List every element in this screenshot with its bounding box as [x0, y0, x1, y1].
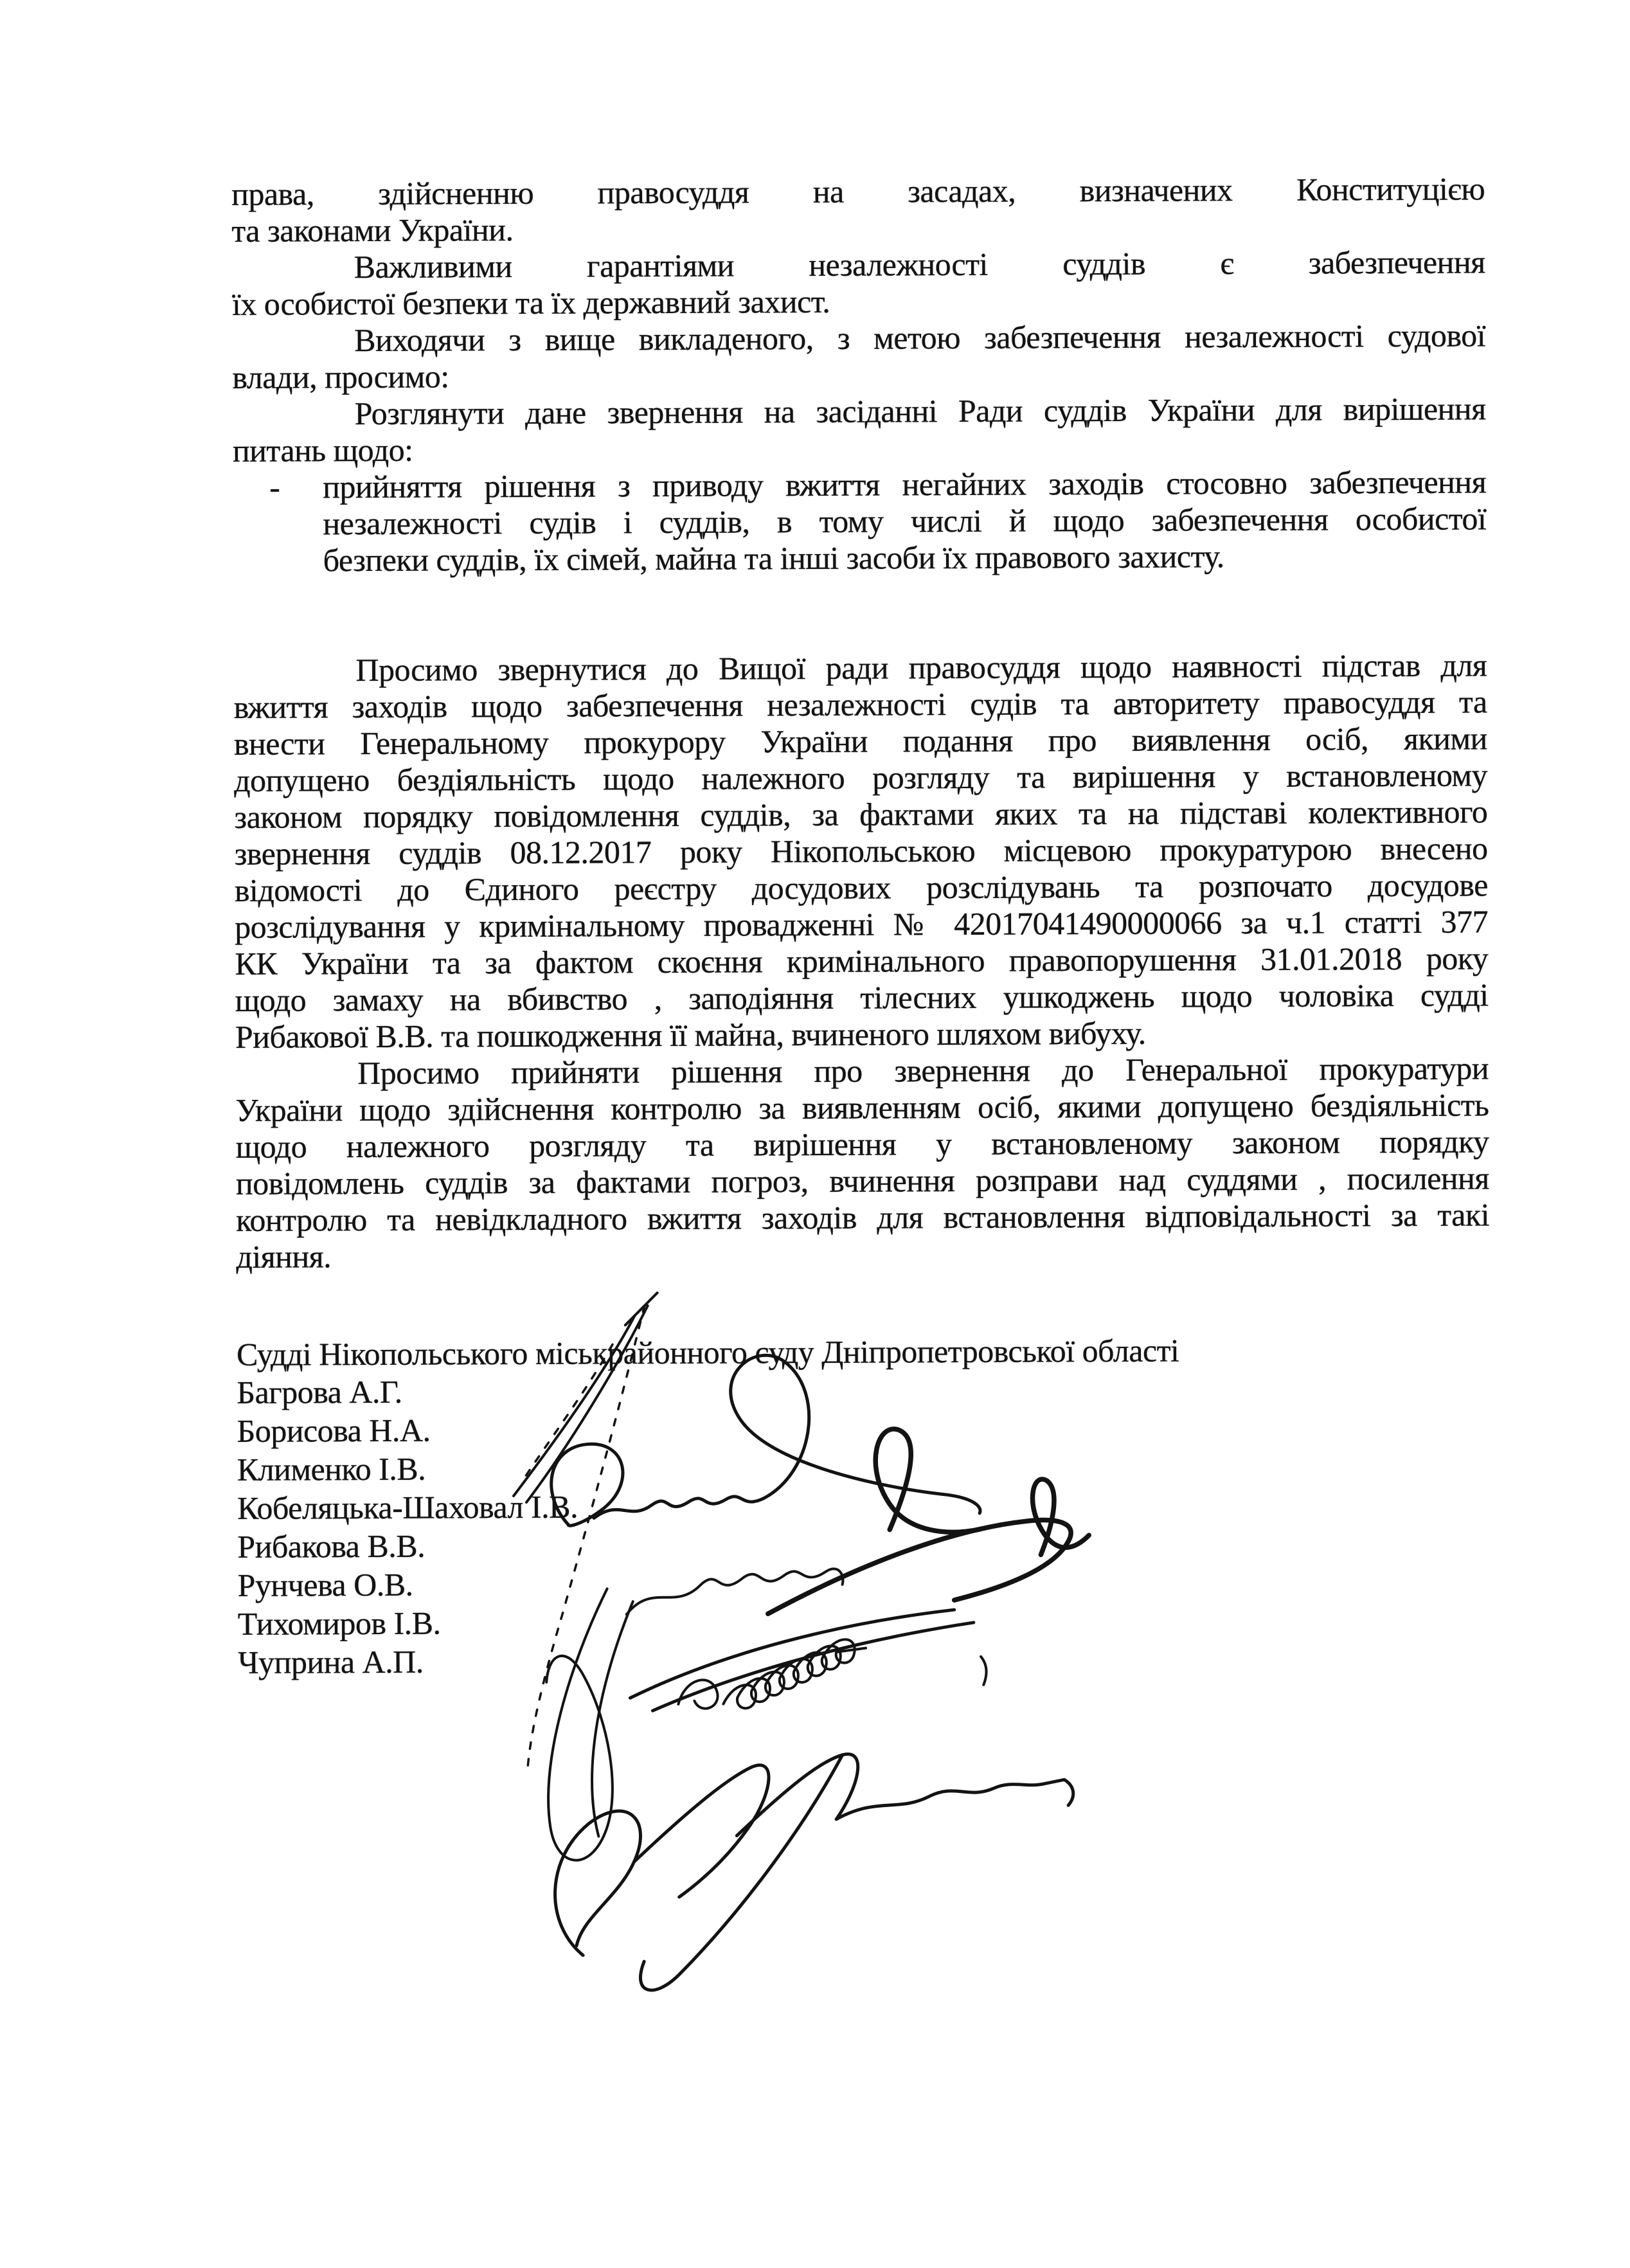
text-line: контролю та невідкладного вжиття заходів для встановлення відповідальності за такі [235, 1196, 1490, 1238]
text-line: питань щодо: [232, 431, 413, 469]
text-line: законом порядку повідомлення суддів, за фактами яких та на підставі колективного [234, 793, 1488, 835]
letter-body [231, 170, 1491, 1681]
text-line: влади, просимо: [232, 358, 449, 395]
paragraph-3 [232, 317, 1485, 396]
paragraph-1 [231, 170, 1485, 249]
signatory-name: Рибакова В.В. [237, 1527, 425, 1565]
signature-stroke [737, 1754, 858, 1836]
signature-stroke [836, 1779, 1073, 1819]
signature-stroke [678, 1680, 717, 1709]
signatory-name: Борисова Н.А. [237, 1412, 431, 1449]
dash-bullet-marker: - [269, 469, 280, 505]
text-line: Виходячи з вище викладеного, з метою забезпечення незалежності судової [354, 317, 1486, 359]
text-line: повідомлень суддів за фактами погроз, вчинення розправи над суддями , посилення [235, 1160, 1489, 1202]
text-line: Розглянути дане звернення на засіданні Ради суддів України для вирішення [354, 390, 1486, 432]
signatory-name: Чуприна А.П. [237, 1643, 424, 1680]
signatory-name: Багрова А.Г. [237, 1373, 402, 1410]
signature-stroke [640, 1755, 843, 1990]
paragraph-2 [232, 244, 1485, 323]
paragraph-4 [233, 390, 1486, 469]
text-line: Рибакової В.В. та пошкодження її майна, вчиненого шляхом вибуху. [235, 1014, 1146, 1055]
signatories-list [237, 1367, 1491, 1682]
signatory-name: Клименко І.В. [237, 1450, 426, 1488]
text-line: звернення суддів 08.12.2017 року Нікопольською місцевою прокуратурою внесено [234, 830, 1488, 872]
signature-stroke [555, 1811, 641, 1956]
paragraph-6 [235, 1050, 1489, 1275]
text-line: та законами України. [231, 212, 514, 249]
text-line: Просимо звернутися до Вищої ради правосуддя щодо наявності підстав для [355, 647, 1487, 688]
signatory-name: Кобеляцька-Шаховал І.В. [237, 1488, 578, 1526]
text-line: прийняття рішення з приводу вжиття негайних заходів стосовно забезпечення [323, 464, 1487, 505]
signatory-name: Тихомиров І.В. [237, 1605, 441, 1642]
signatories-block [237, 1331, 1491, 1682]
text-line: Важливими гарантіями незалежності суддів є забезпечення [354, 244, 1485, 285]
text-line: розслідування у кримінальному провадженні № 42017041490000066 за ч.1 статті 377 [235, 903, 1489, 945]
list-item-dash [233, 464, 1487, 579]
text-line: щодо замаху на вбивство , заподіяння тілесних ушкоджень щодо чоловіка судді [235, 977, 1489, 1018]
text-line: незалежності судів і суддів, в тому числі й щодо забезпечення особистої [323, 500, 1487, 542]
paragraph-5 [233, 647, 1489, 1056]
signature-stroke [634, 1765, 769, 1897]
text-line: безпеки суддів, їх сімей, майна та інші засоби їх правового захисту. [323, 538, 1224, 579]
text-line: вжиття заходів щодо забезпечення незалежності судів та авторитету правосуддя та [233, 683, 1487, 725]
text-line: КК України та за фактом скоєння кримінального правопорушення 31.01.2018 року [235, 940, 1489, 982]
text-line: внести Генеральному прокурору України подання про виявлення осіб, якими [233, 720, 1487, 762]
text-line: України щодо здійснення контролю за виявленням осіб, якими допущено бездіяльність [235, 1086, 1489, 1128]
signatories-heading: Судді Нікопольського міськрайонного суду Дніпропетровської області [236, 1332, 1179, 1372]
text-line: відомості до Єдиного реєстру досудових розслідувань та розпочато досудове [234, 867, 1488, 908]
text-line: щодо належного розгляду та вирішення у встановленому законом порядку [235, 1123, 1489, 1165]
text-line: допущено бездіяльність щодо належного розгляду та вирішення у встановленому [234, 757, 1488, 798]
text-line: їх особистої безпеки та їх державний захист. [231, 283, 830, 322]
text-line: права, здійсненню правосуддя на засадах, визначених Конституцією [231, 170, 1485, 212]
text-line: Просимо прийняти рішення про звернення до Генеральної прокуратури [357, 1050, 1489, 1092]
text-line: діяння. [236, 1238, 332, 1275]
signatory-name: Рунчева О.В. [237, 1566, 413, 1603]
